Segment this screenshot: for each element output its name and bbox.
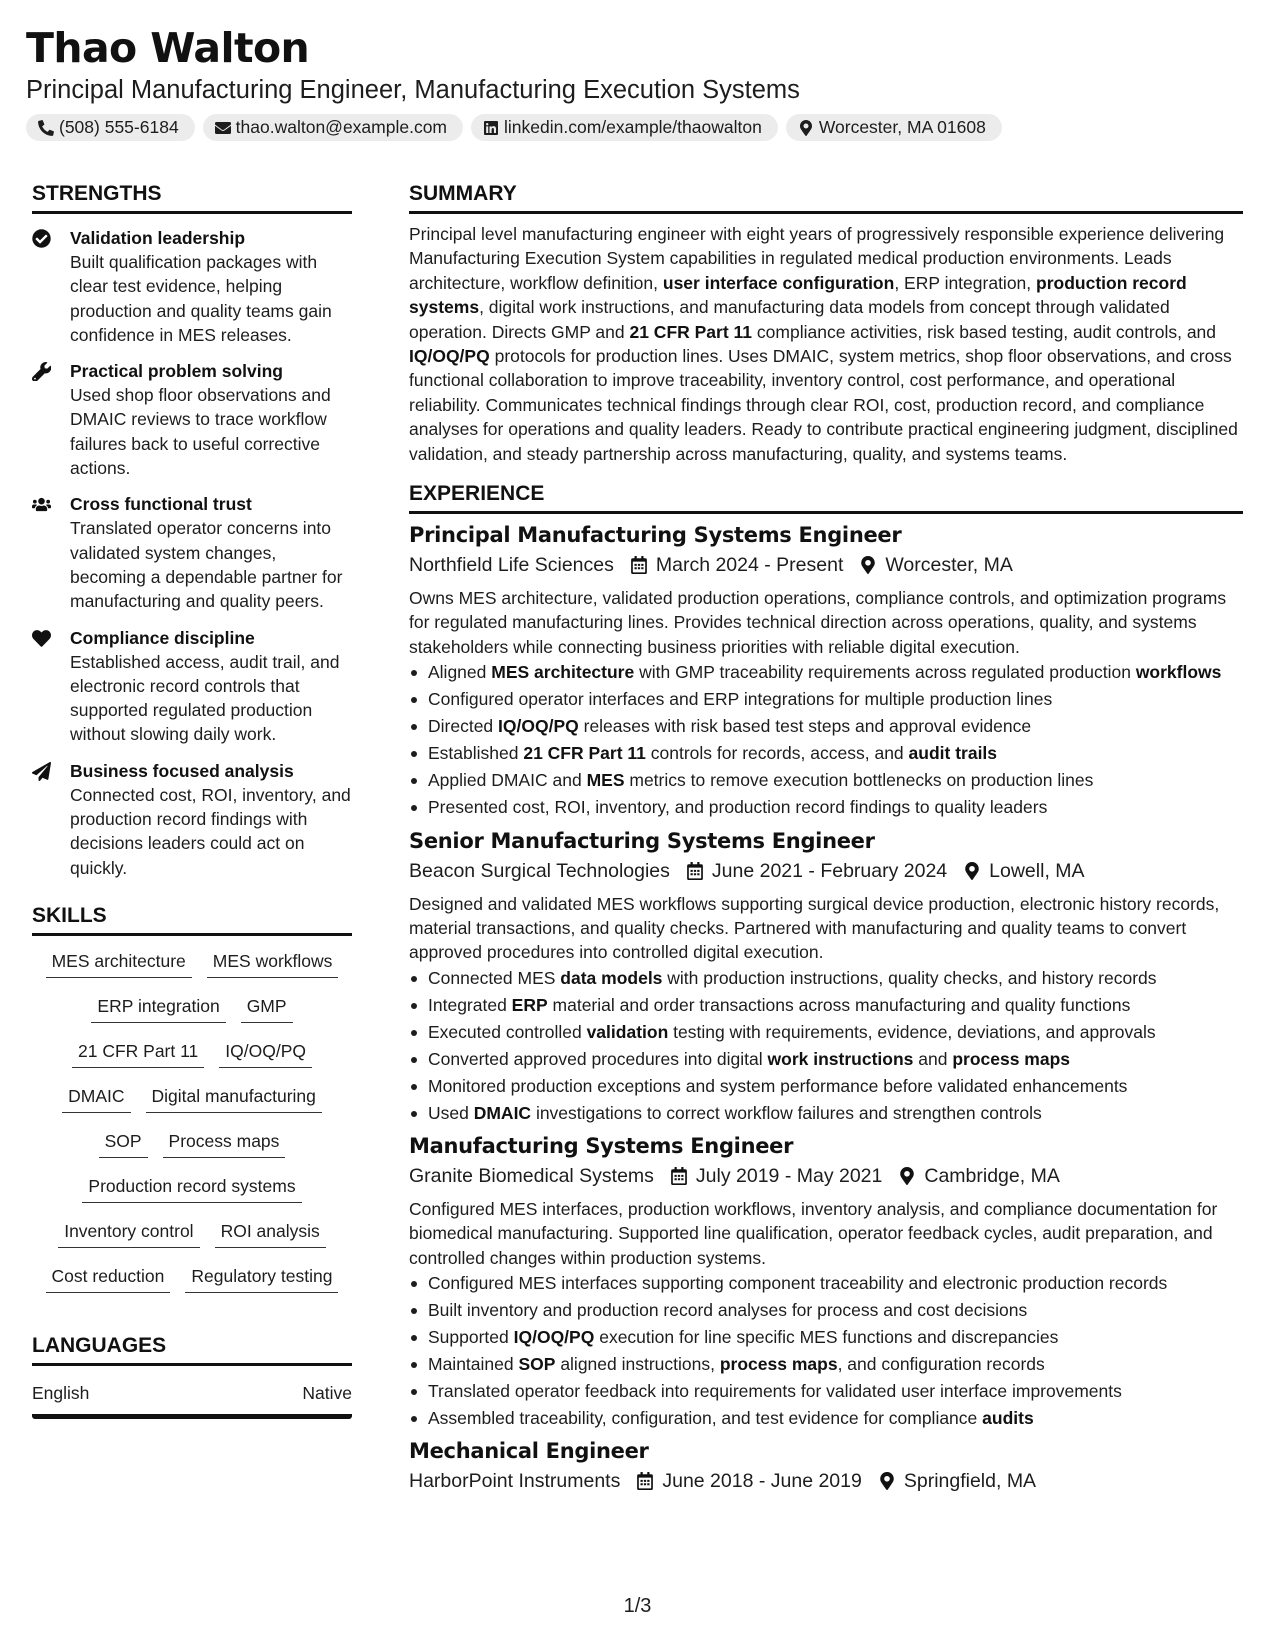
bullet-item: Monitored production exceptions and system performance before validated enhancements xyxy=(409,1074,1243,1098)
job-description: Owns MES architecture, validated production operations, compliance controls, and optimization programs for regulated manufacturing lines. Provides technical direction across operations, quality, and systems stakeholders while connecting business priorities with reliable digital execution. xyxy=(409,588,1227,657)
map-marker-icon xyxy=(798,120,814,136)
map-marker-icon xyxy=(882,1167,924,1185)
bullet-item: Directed IQ/OQ/PQ releases with risk based test steps and approval evidence xyxy=(409,714,1243,738)
skill-tag: SOP xyxy=(99,1124,148,1158)
strength-item xyxy=(32,759,352,880)
page-number: 1/3 xyxy=(623,1595,652,1617)
languages-list xyxy=(32,1366,352,1419)
contact-text: linkedin.com/example/thaowalton xyxy=(504,117,762,137)
calendar-icon xyxy=(620,1472,662,1490)
strength-body xyxy=(70,226,352,347)
map-marker-icon xyxy=(862,1472,904,1490)
contact-chip[interactable] xyxy=(26,114,195,141)
skill-tag: ROI analysis xyxy=(215,1214,326,1248)
job-title: Mechanical Engineer xyxy=(409,1439,649,1464)
job-bullets xyxy=(409,966,1243,1125)
bullet-item: Maintained SOP aligned instructions, process maps, and configuration records xyxy=(409,1352,1243,1376)
experience-heading: EXPERIENCE xyxy=(409,482,1243,514)
job-location: Lowell, MA xyxy=(989,859,1085,882)
job-entry xyxy=(409,826,1243,1125)
strength-body xyxy=(70,626,352,747)
strength-desc: Connected cost, ROI, inventory, and production record findings with decisions leaders could act on quickly. xyxy=(70,784,351,878)
bullet-item: Established 21 CFR Part 11 controls for records, access, and audit trails xyxy=(409,741,1243,765)
language-name: English xyxy=(32,1382,90,1403)
envelope-icon xyxy=(215,120,231,136)
candidate-name: Thao Walton xyxy=(26,24,310,72)
contact-list xyxy=(26,114,1256,141)
strengths-list xyxy=(32,226,352,880)
skill-tag: DMAIC xyxy=(62,1079,130,1113)
skills-list xyxy=(32,944,352,1304)
strength-desc: Translated operator concerns into validated system changes, becoming a dependable partner for manufacturing and quality peers. xyxy=(70,518,343,612)
job-meta xyxy=(409,856,1243,886)
job-entry xyxy=(409,1131,1243,1430)
job-bullets xyxy=(409,660,1243,819)
strength-desc: Built qualification packages with clear test evidence, helping production and quality teams gain confidence in MES releases. xyxy=(70,252,332,345)
bullet-item: Configured MES interfaces supporting component traceability and electronic production records xyxy=(409,1271,1243,1295)
linkedin-icon xyxy=(483,120,499,136)
summary-text: Principal level manufacturing engineer with eight years of progressively responsible experience delivering Manufacturing Execution System capabilities in regulated medical production environments. Leads architecture, workflow definition, user interface configuration, ERP integration, production record systems, digital work instructions, and manufacturing data models from concept through validated operation. Directs GMP and 21 CFR Part 11 compliance activities, risk based testing, audit controls, and IQ/OQ/PQ protocols for production lines. Uses DMAIC, system metrics, shop floor observations, and cross functional collaboration to improve traceability, inventory control, cost performance, and operational reliability. Communicates technical findings through clear ROI, cost, production record, and compliance analyses for operations and quality leaders. Ready to contribute practical engineering judgment, disciplined validation, and steady partnership across manufacturing, quality, and systems teams. xyxy=(409,224,1238,464)
skill-tag: ERP integration xyxy=(91,989,225,1023)
job-title: Manufacturing Systems Engineer xyxy=(409,1133,794,1158)
strength-title: Practical problem solving xyxy=(70,361,283,382)
job-description: Designed and validated MES workflows supporting surgical device production, electronic history records, material transactions, and quality checks. Partnered with manufacturing and quality teams to convert approved procedures into controlled digital execution. xyxy=(409,893,1220,963)
skill-tag: MES workflows xyxy=(207,944,339,978)
job-company: Granite Biomedical Systems xyxy=(409,1164,654,1187)
phone-icon xyxy=(38,120,54,136)
strength-item xyxy=(32,359,352,480)
strength-body xyxy=(70,759,352,880)
users-icon xyxy=(32,492,70,613)
summary-heading: SUMMARY xyxy=(409,182,1243,214)
contact-chip[interactable] xyxy=(786,114,1002,141)
skill-tag: Regulatory testing xyxy=(185,1259,338,1293)
job-dates: June 2021 - February 2024 xyxy=(711,859,948,882)
strength-item xyxy=(32,226,352,347)
map-marker-icon xyxy=(843,556,885,574)
candidate-title: Principal Manufacturing Engineer, Manufacturing Execution Systems xyxy=(26,76,800,104)
calendar-icon xyxy=(670,862,712,880)
strengths-heading: STRENGTHS xyxy=(32,182,352,214)
bullet-item: Connected MES data models with production instructions, quality checks, and history records xyxy=(409,966,1243,990)
skill-tag: Process maps xyxy=(163,1124,286,1158)
resume-header xyxy=(26,22,1256,141)
bullet-item: Supported IQ/OQ/PQ execution for line specific MES functions and discrepancies xyxy=(409,1325,1243,1349)
bullet-item: Executed controlled validation testing with requirements, evidence, deviations, and approvals xyxy=(409,1020,1243,1044)
job-dates: July 2019 - May 2021 xyxy=(695,1164,883,1187)
contact-text: thao.walton@example.com xyxy=(235,117,448,137)
skill-tag: MES architecture xyxy=(46,944,192,978)
job-company: Beacon Surgical Technologies xyxy=(409,859,670,882)
bullet-item: Aligned MES architecture with GMP traceability requirements across regulated production workflows xyxy=(409,660,1243,684)
job-location: Cambridge, MA xyxy=(924,1164,1060,1187)
calendar-icon xyxy=(654,1167,696,1185)
bullet-item: Integrated ERP material and order transactions across manufacturing and quality functions xyxy=(409,993,1243,1017)
calendar-icon xyxy=(614,556,656,574)
skill-tag: Cost reduction xyxy=(46,1259,171,1293)
bullet-item: Assembled traceability, configuration, and test evidence for compliance audits xyxy=(409,1406,1243,1430)
languages-heading: LANGUAGES xyxy=(32,1334,352,1366)
job-description: Configured MES interfaces, production workflows, inventory analysis, and compliance documentation for biomedical manufacturing. Supported line qualification, operator feedback cycles, audit preparation, and controlled changes within production systems. xyxy=(409,1198,1218,1268)
bullet-item: Used DMAIC investigations to correct workflow failures and strengthen controls xyxy=(409,1101,1243,1125)
job-meta xyxy=(409,1466,1243,1496)
job-meta xyxy=(409,550,1243,580)
skill-tag: 21 CFR Part 11 xyxy=(72,1034,204,1068)
job-dates: June 2018 - June 2019 xyxy=(662,1470,862,1493)
contact-chip[interactable] xyxy=(471,114,778,141)
job-title: Principal Manufacturing Systems Engineer xyxy=(409,523,902,548)
skill-tag: GMP xyxy=(241,989,293,1023)
strength-desc: Used shop floor observations and DMAIC reviews to trace workflow failures back to useful corrective actions. xyxy=(70,385,331,479)
job-entry xyxy=(409,1436,1243,1496)
strength-desc: Established access, audit trail, and electronic record controls that supported regulated production without slowing daily work. xyxy=(70,651,340,745)
job-location: Worcester, MA xyxy=(885,554,1013,577)
bullet-item: Built inventory and production record analyses for process and cost decisions xyxy=(409,1298,1243,1322)
job-company: HarborPoint Instruments xyxy=(409,1470,621,1493)
heart-icon xyxy=(32,626,70,747)
job-meta xyxy=(409,1161,1243,1191)
left-column xyxy=(32,182,352,1419)
bullet-item: Translated operator feedback into requirements for validated user interface improvements xyxy=(409,1379,1243,1403)
strength-title: Business focused analysis xyxy=(70,760,294,781)
bullet-item: Converted approved procedures into digital work instructions and process maps xyxy=(409,1047,1243,1071)
experience-list xyxy=(409,520,1243,1496)
contact-text: (508) 555-6184 xyxy=(59,117,179,137)
strength-item xyxy=(32,626,352,747)
wrench-icon xyxy=(32,359,70,480)
skills-heading: SKILLS xyxy=(32,904,352,936)
strength-title: Compliance discipline xyxy=(70,627,255,648)
skill-tag: IQ/OQ/PQ xyxy=(219,1034,312,1068)
map-marker-icon xyxy=(947,862,989,880)
strength-title: Cross functional trust xyxy=(70,494,252,515)
right-column xyxy=(409,182,1243,1502)
language-row xyxy=(32,1366,352,1419)
bullet-item: Presented cost, ROI, inventory, and production record findings to quality leaders xyxy=(409,795,1243,819)
job-bullets xyxy=(409,1271,1243,1430)
language-level: Native xyxy=(302,1382,352,1403)
job-location: Springfield, MA xyxy=(903,1470,1037,1493)
paper-plane-icon xyxy=(32,759,70,880)
skill-tag: Digital manufacturing xyxy=(146,1079,322,1113)
bullet-item: Configured operator interfaces and ERP integrations for multiple production lines xyxy=(409,687,1243,711)
contact-chip[interactable] xyxy=(203,114,463,141)
strength-body xyxy=(70,359,352,480)
check-circle-icon xyxy=(32,226,70,347)
job-dates: March 2024 - Present xyxy=(655,554,844,577)
job-company: Northfield Life Sciences xyxy=(409,554,614,577)
strength-item xyxy=(32,492,352,613)
job-title: Senior Manufacturing Systems Engineer xyxy=(409,828,875,853)
contact-text: Worcester, MA 01608 xyxy=(818,117,986,137)
job-entry xyxy=(409,520,1243,819)
bullet-item: Applied DMAIC and MES metrics to remove execution bottlenecks on production lines xyxy=(409,768,1243,792)
strength-title: Validation leadership xyxy=(70,228,246,248)
skill-tag: Production record systems xyxy=(82,1169,301,1203)
strength-body xyxy=(70,492,352,613)
skill-tag: Inventory control xyxy=(58,1214,199,1248)
